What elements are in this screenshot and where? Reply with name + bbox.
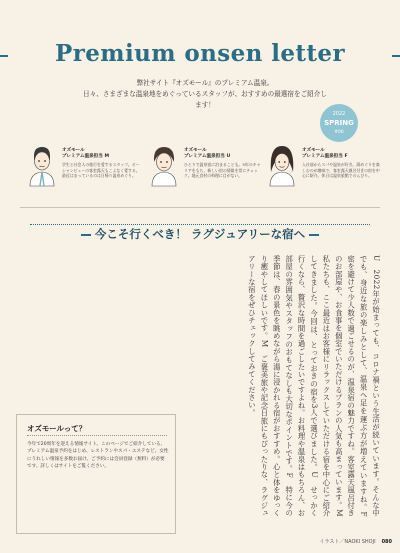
- page-number: 080: [381, 539, 392, 545]
- staff-m-portrait-icon: [26, 142, 58, 186]
- section-heading-text: 今こそ行くべき！ ラグジュアリーな宿へ: [94, 227, 306, 241]
- staff-u-desc: ひとりで温泉宿に泊まることも。5年のキャリアをもち、新しい宿の情報を常にチェック。地元食材の料理に目がない。: [184, 162, 261, 179]
- page-title: Premium onsen letter: [55, 40, 345, 67]
- intro-line-1: 弊社サイト『オズモール』のプレミアム温泉。: [136, 79, 274, 87]
- staff-f-desc: 入社前からスパや温泉が好き。湯めぐりを楽しむのが趣味で、客室露天風呂付きの宿を中心に紹介。休日は温泉旅館でのんびり。: [302, 162, 380, 179]
- heading-tick-right: [309, 234, 319, 236]
- season-badge: [320, 104, 358, 142]
- about-box-rule: [27, 435, 167, 436]
- staff-f-role: オズモール: [302, 148, 325, 153]
- heading-tick-left: [81, 234, 91, 236]
- staff-card-m: [26, 142, 141, 202]
- staff-m-desc: 学生と社会人の旅行を愛するスタッフ。オーシャンビューの客室露天もこよなく愛する。最近はまっているのは日帰り温泉めぐり。: [62, 162, 140, 179]
- staff-f-portrait-icon: [266, 142, 298, 186]
- staff-card-f: [266, 142, 381, 202]
- staff-u-role: オズモール: [184, 148, 207, 153]
- intro-text: [80, 78, 330, 111]
- badge-year: 2022: [332, 111, 346, 117]
- illustration-credit: イラスト／NAOKI SHOJI: [319, 539, 376, 545]
- about-box-title: オズモールって？: [27, 424, 87, 433]
- page-footer: [262, 538, 392, 545]
- title-rule-right: [392, 55, 400, 57]
- badge-issue: #06: [334, 130, 344, 135]
- staff-m-name: プレミアム温泉担当 M: [62, 154, 110, 159]
- about-ozmall-box: [16, 414, 176, 534]
- section-heading: [60, 226, 340, 242]
- staff-u-portrait-icon: [148, 142, 180, 186]
- staff-f-name: プレミアム温泉担当 F: [302, 154, 348, 159]
- about-box-text: 今年で20周年を迎える情報サイト。このページでご紹介している、プレミアム温泉予約をはじめ、レストランやスパ・エステなど、女性にうれしい情報を多数お届け。ご予約には会員登録（無料）が必要です。詳しくはサイトをご覧ください。: [27, 442, 169, 470]
- staff-m-role: オズモール: [62, 148, 85, 153]
- article-body-text: U 2022年が始まっても、コロナ禍という生活が続いています。そんな中でも、身近な旅の楽しみとして、温泉へ足を運ぶ方が増えていますね。F 密を避けて少人数で過ごせるのが、温泉宿の魅力ですね。客室露天風呂付きのお部屋や、お食事を個室でいただけるプランの人気も高まっています。M 私たちも、ここ最近はお客様にリラックスしていただける宿を中心にご紹介してきました。今回は、とっておきの宿を3人で選びました。U せっかく行くなら、贅沢な時間を過ごしたいですよね。お料理や温泉はもちろん、お部屋の雰囲気やスタッフのおもてなしも大切なポイントです。F 特に今の季節は、春の景色を眺めながら湯に浸かれる宿がおすすめ。心と体をゆっくり癒やしてほしいです。M ご褒美旅や記念日旅にもぴったりな、ラグジュアリーな宿をぜひチェックしてみてください。: [247, 255, 381, 525]
- section-divider: [20, 207, 380, 208]
- staff-card-u: [148, 142, 263, 202]
- heading-dotted-rule: [30, 224, 370, 225]
- intro-line-2: 日々、さまざまな温泉地をめぐっているスタッフが、おすすめの最選宿をご紹介します！: [83, 90, 327, 109]
- staff-u-name: プレミアム温泉担当 U: [184, 154, 231, 159]
- badge-season: SPRING: [324, 119, 354, 127]
